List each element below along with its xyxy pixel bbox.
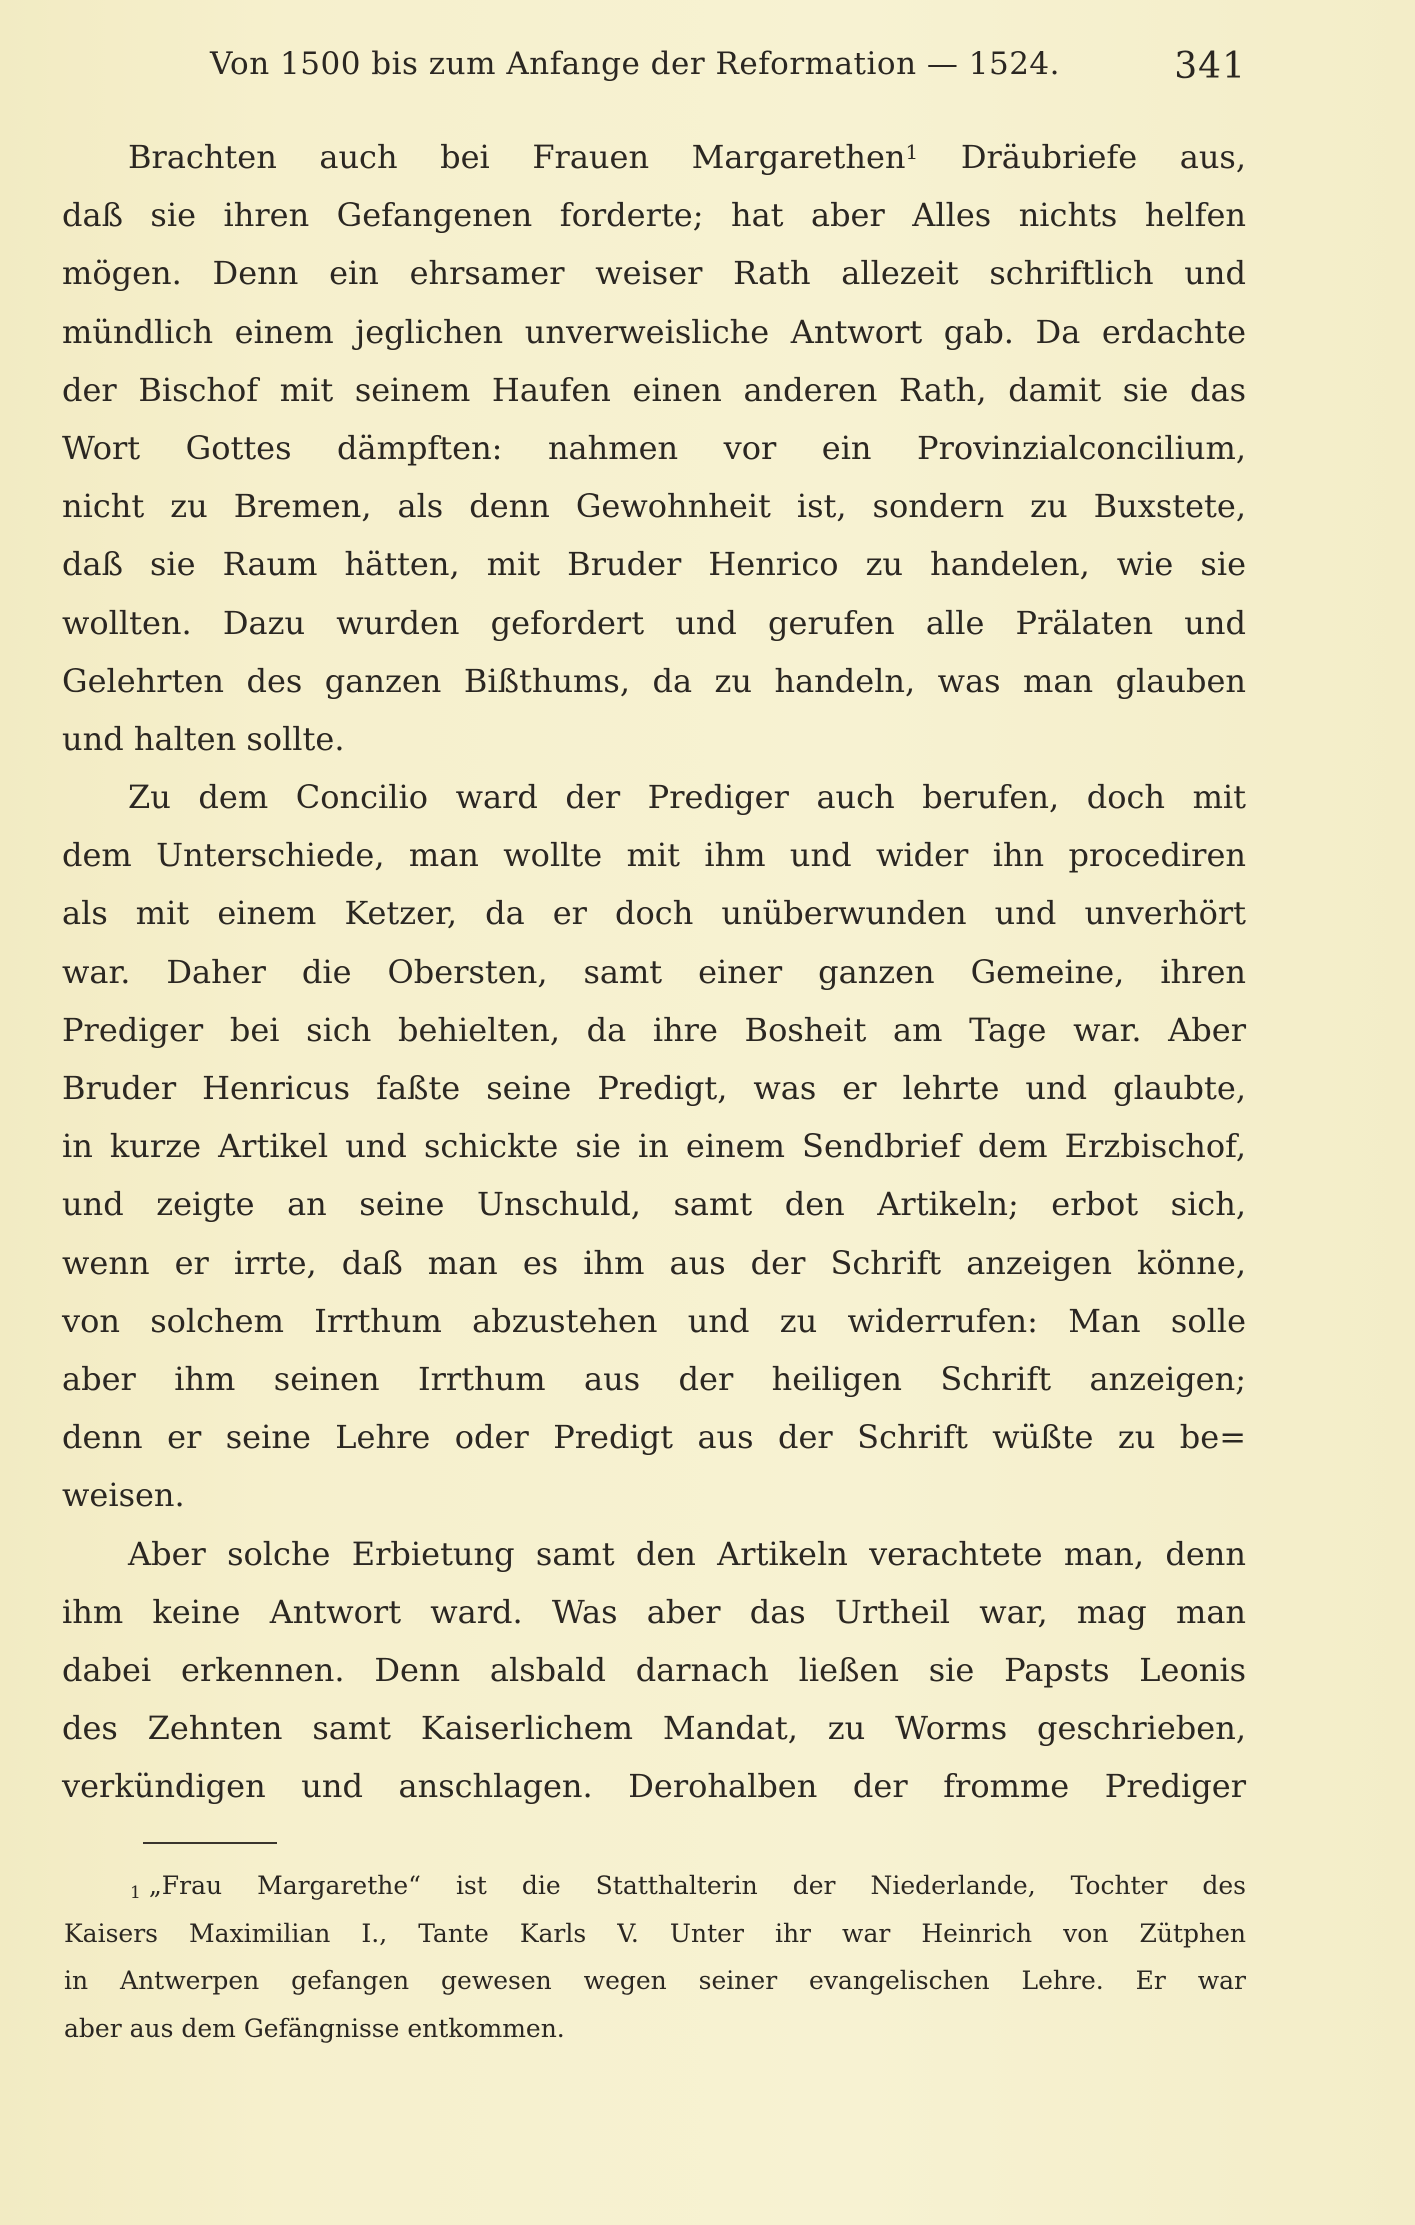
footnote-line: aber aus dem Gefängnisse entkommen. bbox=[64, 2013, 565, 2043]
text-line: von solchem Irrthum abzustehen und zu widerrufen: Man solle bbox=[62, 1301, 1246, 1340]
footnote-divider bbox=[143, 1842, 277, 1844]
body-text bbox=[62, 128, 1246, 1815]
text-line: Gelehrten des ganzen Bißthums, da zu handeln, was man glauben bbox=[62, 661, 1246, 700]
text-line: dabei erkennen. Denn alsbald darnach ließen sie Papsts Leonis bbox=[62, 1650, 1246, 1689]
paragraph-3 bbox=[62, 1525, 1246, 1816]
text-line: denn er seine Lehre oder Predigt aus der Schrift wüßte zu be= bbox=[62, 1418, 1246, 1457]
text-line-start: Brachten auch bei Frauen Margarethen bbox=[128, 138, 906, 176]
text-line: mögen. Denn ein ehrsamer weiser Rath allezeit schriftlich und bbox=[62, 254, 1246, 293]
footnote-ref[interactable]: 1 bbox=[905, 140, 919, 164]
running-title: Von 1500 bis zum Anfange der Reformation — 1524. bbox=[210, 46, 1060, 82]
footnote-marker: 1 bbox=[130, 1883, 141, 1903]
text-line: der Bischof mit seinem Haufen einen anderen Rath, damit sie das bbox=[62, 370, 1246, 409]
paragraph-2 bbox=[62, 768, 1246, 1524]
text-line: Prediger bei sich behielten, da ihre Bosheit am Tage war. Aber bbox=[62, 1010, 1246, 1049]
text-line: wollten. Dazu wurden gefordert und gerufen alle Prälaten und bbox=[62, 603, 1246, 642]
text-line: Wort Gottes dämpften: nahmen vor ein Provinzialconcilium, bbox=[62, 428, 1246, 467]
footnote-line-text: „Frau Margarethe“ ist die Statthalterin der Niederlande, Tochter des bbox=[148, 1871, 1246, 1900]
footnote-line bbox=[64, 1862, 1246, 1910]
footnote-line: Kaisers Maximilian I., Tante Karls V. Unter ihr war Heinrich von Zütphen bbox=[64, 1918, 1246, 1948]
text-line: mündlich einem jeglichen unverweisliche Antwort gab. Da erdachte bbox=[62, 312, 1246, 351]
text-line: aber ihm seinen Irrthum aus der heiligen Schrift anzeigen; bbox=[62, 1359, 1246, 1398]
text-line: war. Daher die Obersten, samt einer ganzen Gemeine, ihren bbox=[62, 952, 1246, 991]
paragraph-1 bbox=[62, 128, 1246, 768]
text-line: als mit einem Ketzer, da er doch unüberwunden und unverhört bbox=[62, 894, 1246, 933]
footnote bbox=[64, 1862, 1246, 2052]
text-line: Bruder Henricus faßte seine Predigt, was er lehrte und glaubte, bbox=[62, 1069, 1246, 1107]
text-line: weisen. bbox=[62, 1476, 185, 1515]
page-number: 341 bbox=[1174, 46, 1246, 87]
footnote-line: in Antwerpen gefangen gewesen wegen seiner evangelischen Lehre. Er war bbox=[64, 1966, 1246, 1995]
text-line: nicht zu Bremen, als denn Gewohnheit ist, sondern zu Buxstete, bbox=[62, 487, 1246, 526]
text-line: Zu dem Concilio ward der Prediger auch berufen, doch mit bbox=[128, 778, 1246, 817]
text-line: des Zehnten samt Kaiserlichem Mandat, zu Worms geschrieben, bbox=[62, 1709, 1246, 1748]
text-line bbox=[62, 128, 1246, 186]
text-line: und zeigte an seine Unschuld, samt den Artikeln; erbot sich, bbox=[62, 1185, 1246, 1224]
text-line: daß sie ihren Gefangenen forderte; hat aber Alles nichts helfen bbox=[62, 196, 1246, 235]
text-line: in kurze Artikel und schickte sie in einem Sendbrief dem Erzbischof, bbox=[62, 1127, 1246, 1166]
text-line: daß sie Raum hätten, mit Bruder Henrico zu handelen, wie sie bbox=[62, 545, 1246, 584]
text-line: wenn er irrte, daß man es ihm aus der Schrift anzeigen könne, bbox=[62, 1243, 1246, 1282]
text-line: verkündigen und anschlagen. Derohalben der fromme Prediger bbox=[62, 1767, 1246, 1806]
text-line-end: Dräubriefe aus, bbox=[960, 138, 1247, 176]
text-line: Aber solche Erbietung samt den Artikeln verachtete man, denn bbox=[128, 1534, 1246, 1573]
text-line: und halten sollte. bbox=[62, 719, 345, 758]
text-line: dem Unterschiede, man wollte mit ihm und wider ihn procediren bbox=[62, 836, 1246, 875]
text-line: ihm keine Antwort ward. Was aber das Urtheil war, mag man bbox=[62, 1592, 1246, 1631]
